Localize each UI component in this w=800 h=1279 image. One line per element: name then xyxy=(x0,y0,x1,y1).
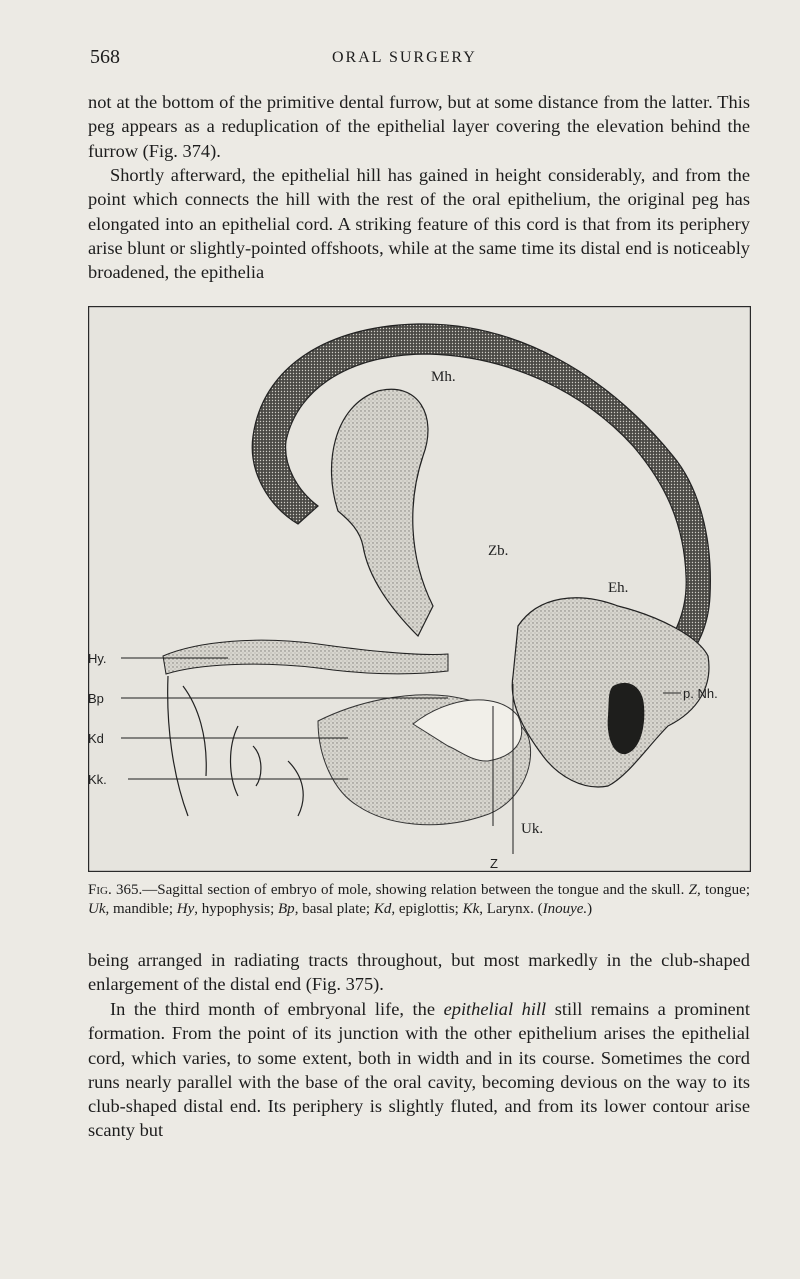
label-kk: Kk. xyxy=(88,772,107,787)
label-eh: Eh. xyxy=(608,580,629,596)
caption-term: Uk xyxy=(88,901,106,917)
figure-caption xyxy=(88,881,750,919)
figure-drawing xyxy=(88,306,751,872)
caption-text: , basal plate; xyxy=(294,901,374,917)
label-bp: Bp xyxy=(88,691,104,706)
caption-term: Kk xyxy=(462,901,480,917)
caption-text: , epiglottis; xyxy=(391,901,463,917)
label-mh: Mh. xyxy=(431,369,456,385)
label-z: Z xyxy=(490,856,498,871)
caption-term: Kd xyxy=(373,901,392,917)
label-kd: Kd xyxy=(88,731,104,746)
paragraph: not at the bottom of the primitive dental furrow, but at some distance from the latter. This peg appears as a reduplication of the epithelial layer covering the elevation behind the furrow (Fig. 374). xyxy=(88,92,750,161)
caption-text: , tongue; xyxy=(696,882,750,898)
label-uk: Uk. xyxy=(521,821,544,837)
running-head: ORAL SURGERY xyxy=(332,49,477,66)
emphasis-term: epithelial hill xyxy=(443,999,547,1019)
label-pnh: p. Nh. xyxy=(683,686,718,701)
caption-text: ) xyxy=(587,901,593,917)
paragraph xyxy=(88,997,750,1143)
caption-text: , hypophysis; xyxy=(194,901,279,917)
caption-term: Bp xyxy=(278,901,295,917)
label-zb: Zb. xyxy=(488,543,509,559)
caption-term: Z xyxy=(688,882,697,898)
caption-text: , Larynx. ( xyxy=(479,901,543,917)
paragraph: being arranged in radiating tracts throughout, but most markedly in the club-shaped enlargement of the distal end (Fig. 375). xyxy=(88,950,750,995)
paragraph-text: In the third month of embryonal life, the xyxy=(110,999,444,1019)
paragraph: Shortly afterward, the epithelial hill has gained in height considerably, and from the point which connects the hill with the rest of the oral epithelium, the original peg has elongated into an epithelial cord. A striking feature of this cord is that from its periphery arise blunt or slightly-pointed offshoots, while at the same time its distal end is noticeably broadened, the epithelia xyxy=(88,165,750,283)
paragraph-text: still remains a prominent formation. From the point of its junction with the other epithelium arises the epithelial cord, which varies, to some extent, both in width and in its course. Sometimes the cord runs nearly parallel with the base of the oral cavity, becoming devious on the way to its club-shaped distal end. Its periphery is slightly fluted, and from its lower contour arise scanty but xyxy=(88,999,750,1141)
caption-credit: Inouye. xyxy=(542,901,588,917)
caption-text: , mandible; xyxy=(105,901,177,917)
figure-sagittal-section xyxy=(88,306,751,872)
caption-figure-number: Fig. 365. xyxy=(88,882,143,898)
page-number: 568 xyxy=(90,46,120,68)
label-hy: Hy. xyxy=(88,651,107,666)
caption-term: Hy xyxy=(176,901,195,917)
caption-text: —Sagittal section of embryo of mole, showing relation between the tongue and the skull. xyxy=(142,882,689,898)
